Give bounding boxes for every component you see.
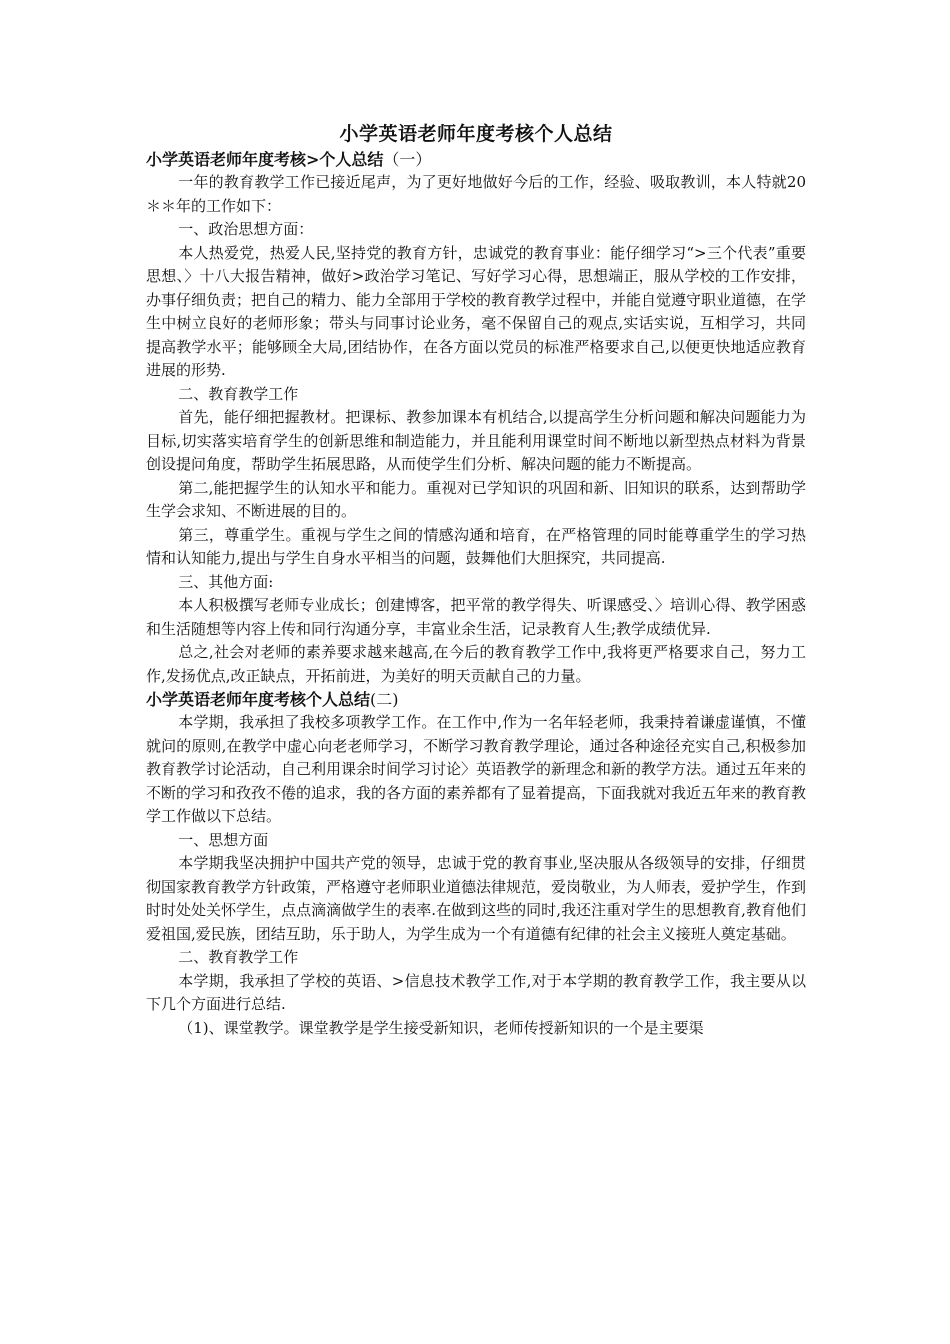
paragraph-thought: 本学期我坚决拥护中国共产党的领导，忠诚于党的教育事业,坚决服从各级领导的安排，仔细贯彻国家教育教学方针政策，严格遵守老师职业道德法律规范，爱岗敬业，为人师表，爱护学生，作到时时处处关怀学生，点点滴滴做学生的表率.在做到这些的同时,我还注重对学生的思想教育,教育他们爱祖国,爱民族，团结互助，乐于助人，为学生成为一个有道德有纪律的社会主义接班人奠定基础。	[146, 854, 807, 943]
paragraph-conclusion: 总之,社会对老师的素养要求越来越高,在今后的教育教学工作中,我将更严格要求自己，努力工作,发扬优点,改正缺点，开拓前进，为美好的明天贡献自己的力量。	[146, 643, 806, 685]
subheading-other: 三、其他方面:	[178, 572, 274, 591]
section-heading	[146, 148, 806, 171]
document-title: 小学英语老师年度考核个人总结	[339, 123, 613, 145]
paragraph-teaching-second: 第二,能把握学生的认知水平和能力。重视对已学知识的巩固和新、旧知识的联系，达到帮助学生学会求知、不断进展的目的。	[146, 478, 806, 520]
subheading-political: 一、政治思想方面：	[178, 220, 314, 238]
section-heading-suffix: （一）	[383, 150, 432, 169]
section-heading	[146, 688, 806, 711]
section-one	[146, 148, 806, 688]
subheading-thought: 一、思想方面	[178, 830, 269, 849]
paragraph-political: 本人热爱党，热爱人民,坚持党的教育方针，忠诚党的教育事业：能仔细学习“>三个代表”重要思想、〉十八大报告精神，做好>政治学习笔记、写好学习心得，思想端正，服从学校的工作安排，办事仔细负责；把自己的精力、能力全部用于学校的教育教学过程中，并能自觉遵守职业道德，在学生中树立良好的老师形象；带头与同事讨论业务，毫不保留自己的观点,实话实说，互相学习，共同提高教学水平；能够顾全大局,团结协作，在各方面以党员的标准严格要求自己,以便更快地适应教育进展的形势.	[146, 243, 807, 379]
subheading-teaching: 二、教育教学工作	[178, 384, 299, 403]
section-heading-text: 小学英语老师年度考核>个人总结	[146, 150, 384, 169]
section-two	[146, 688, 806, 1040]
section-heading-suffix: (二)	[370, 690, 399, 709]
document-page	[146, 120, 806, 1040]
paragraph-other: 本人积极撰写老师专业成长；创建博客，把平常的教学得失、听课感受、〉培训心得、教学困惑和生活随想等内容上传和同行沟通分享，丰富业余生活，记录教育人生;教学成绩优异.	[146, 596, 806, 638]
paragraph-teaching-two: 本学期，我承担了学校的英语、>信息技术教学工作,对于本学期的教育教学工作，我主要从以下几个方面进行总结.	[146, 971, 806, 1013]
section-heading-text: 小学英语老师年度考核个人总结	[146, 690, 371, 709]
paragraph-classroom: （1)、课堂教学。课堂教学是学生接受新知识，老师传授新知识的一个是主要渠	[178, 1018, 704, 1037]
paragraph-overview: 本学期，我承担了我校多项教学工作。在工作中,作为一名年轻老师，我秉持着谦虚谨慎，不懂就问的原则,在教学中虚心向老老师学习，不断学习教育教学理论，通过各种途径充实自己,积极参加教育教学讨论活动，自己利用课余时间学习讨论〉英语教学的新理念和新的教学方法。通过五年来的不断的学习和孜孜不倦的追求，我的各方面的素养都有了显着提高，下面我就对我近五年来的教育教学工作做以下总结。	[146, 713, 807, 825]
paragraph-teaching-third: 第三，尊重学生。重视与学生之间的情感沟通和培育，在严格管理的同时能尊重学生的学习热情和认知能力,提出与学生自身水平相当的问题，鼓舞他们大胆探究，共同提高.	[146, 525, 806, 567]
intro-paragraph: 一年的教育教学工作已接近尾声，为了更好地做好今后的工作，经验、吸取教训，本人特就20＊＊年的工作如下：	[146, 173, 806, 215]
subheading-teaching-two: 二、教育教学工作	[178, 948, 299, 966]
paragraph-teaching-first: 首先，能仔细把握教材。把课标、教参加课本有机结合,以提高学生分析问题和解决问题能力为目标,切实落实培育学生的创新思维和制造能力，并且能利用课堂时间不断地以新型热点材料为背景创设提问角度，帮助学生拓展思路，从而使学生们分析、解决问题的能力不断提高。	[146, 408, 806, 473]
